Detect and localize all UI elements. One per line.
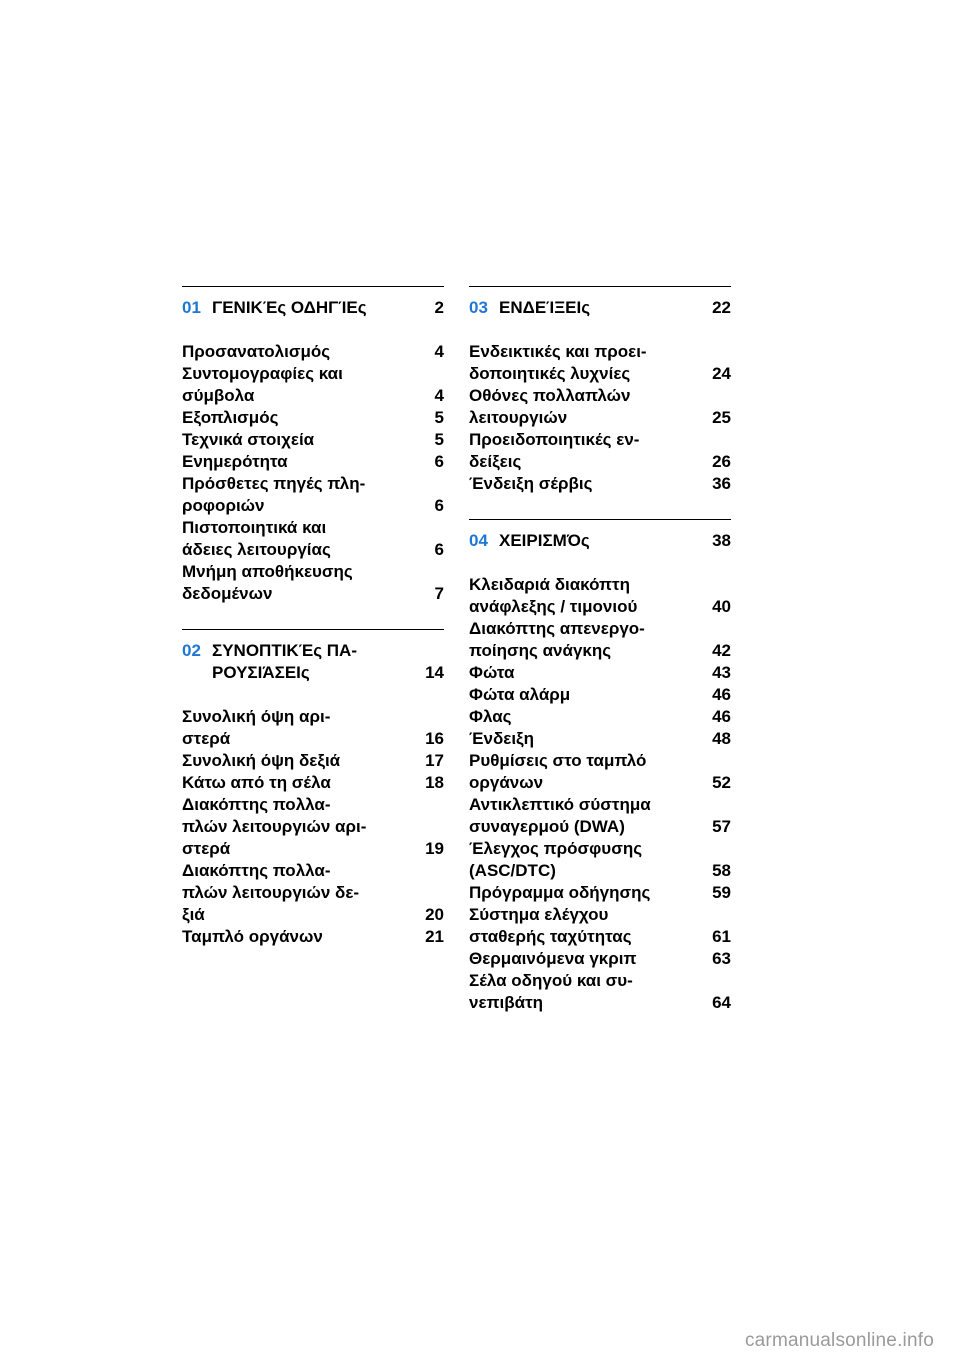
toc-entry[interactable] [469,473,731,495]
section-page-number: 22 [712,298,731,317]
toc-entry-page-number: 20 [425,905,444,924]
toc-entry-page-number: 58 [712,861,731,880]
toc-entry[interactable] [182,772,444,794]
toc-entry-title: Πρόσθετες πηγές πλη- ροφοριών [182,474,366,515]
section-heading[interactable] [182,640,444,684]
toc-entry-title: Συνολική όψη δεξιά [182,751,341,770]
toc-section [182,629,444,948]
toc-entry-page-number: 4 [434,386,444,405]
toc-entry-page-number: 57 [712,817,731,836]
toc-entry-title: Οθόνες πολλαπλών λειτουργιών [469,386,631,427]
toc-entry[interactable] [182,429,444,451]
toc-entry-title: Πιστοποιητικά και άδειες λειτουργίας [182,518,331,559]
section-title: ΣΥΝΟΠΤΙΚΈς ΠΑ- ΡΟΥΣΙΆΣΕΙς [212,641,357,682]
toc-entry-title: Προσανατολισμός [182,342,331,361]
toc-entry[interactable] [469,618,731,662]
toc-entry-page-number: 52 [712,773,731,792]
toc-entry-page-number: 7 [434,584,444,603]
toc-entry[interactable] [469,429,731,473]
toc-entry-page-number: 40 [712,597,731,616]
toc-entry-page-number: 6 [434,540,444,559]
toc-entry-page-number: 18 [425,773,444,792]
toc-entry[interactable] [469,728,731,750]
toc-entry[interactable] [469,838,731,882]
section-number: 03 [469,298,488,317]
toc-entry[interactable] [469,385,731,429]
toc-entry-title: Φλας [469,707,512,726]
toc-entry-page-number: 4 [434,342,444,361]
toc-entry-title: Σέλα οδηγού και συ- νεπιβάτη [469,971,633,1012]
toc-entry-title: Κάτω από τη σέλα [182,773,331,792]
watermark-text: carmanualsonline.info [744,1330,934,1351]
toc-entry-title: Συνολική όψη αρι- στερά [182,707,331,748]
toc-entry-page-number: 6 [434,496,444,515]
toc-entry[interactable] [469,904,731,948]
toc-entry[interactable] [469,794,731,838]
toc-entry-title: Κλειδαριά διακόπτη ανάφλεξης / τιμονιού [469,575,638,616]
toc-entry-title: Σύστημα ελέγχου σταθερής ταχύτητας [469,905,632,946]
toc-entry[interactable] [469,341,731,385]
toc-entry-page-number: 5 [434,408,444,427]
toc-entry[interactable] [469,662,731,684]
toc-entry-page-number: 61 [712,927,731,946]
toc-entry[interactable] [182,451,444,473]
toc-entry[interactable] [182,561,444,605]
toc-entry[interactable] [182,341,444,363]
toc-entry-page-number: 19 [425,839,444,858]
section-page-number: 14 [425,663,444,682]
toc-entry-title: Αντικλεπτικό σύστημα συναγερμού (DWA) [469,795,651,836]
toc-entry-title: Προειδοποιητικές εν- δείξεις [469,430,640,471]
toc-entry-title: Πρόγραμμα οδήγησης [469,883,651,902]
section-number: 04 [469,531,488,550]
toc-entry-page-number: 5 [434,430,444,449]
toc-entry-title: Έλεγχος πρόσφυσης (ASC/DTC) [469,839,643,880]
toc-entry-page-number: 16 [425,729,444,748]
toc-entry[interactable] [469,750,731,794]
toc-section [469,519,731,1014]
toc-entry-page-number: 43 [712,663,731,682]
toc-entry-title: Διακόπτης απενεργο- ποίησης ανάγκης [469,619,645,660]
toc-entry-page-number: 64 [712,993,731,1012]
toc-entry[interactable] [469,706,731,728]
toc-entry-page-number: 6 [434,452,444,471]
toc-entry-title: Θερμαινόμενα γκριπ [469,949,637,968]
toc-entry[interactable] [182,363,444,407]
toc-left-column [182,286,444,948]
section-heading[interactable] [182,297,444,319]
toc-entry-title: Φώτα [469,663,515,682]
toc-entry-page-number: 63 [712,949,731,968]
toc-entry[interactable] [469,882,731,904]
toc-entry[interactable] [182,517,444,561]
toc-entry-page-number: 42 [712,641,731,660]
toc-entry-page-number: 26 [712,452,731,471]
section-number: 02 [182,641,201,660]
toc-entry-page-number: 25 [712,408,731,427]
toc-entry[interactable] [182,750,444,772]
toc-entry[interactable] [182,407,444,429]
toc-entry-title: Ένδειξη [469,729,535,748]
toc-entry-title: Ενημερότητα [182,452,288,471]
toc-entry-page-number: 17 [425,751,444,770]
toc-entry-title: Εξοπλισμός [182,408,279,427]
section-heading[interactable] [469,297,731,319]
toc-entry-title: Διακόπτης πολλα- πλών λειτουργιών αρι- στερά [182,795,367,858]
toc-entry[interactable] [469,970,731,1014]
toc-right-column [469,286,731,1014]
toc-entry-page-number: 36 [712,474,731,493]
toc-entry-title: Ενδεικτικές και προει- δοποιητικές λυχνίες [469,342,647,383]
toc-entry-title: Μνήμη αποθήκευσης δεδομένων [182,562,353,603]
toc-entry[interactable] [182,860,444,926]
toc-entry-title: Ταμπλό οργάνων [182,927,323,946]
toc-entry-title: Διακόπτης πολλα- πλών λειτουργιών δε- ξιά [182,861,360,924]
section-heading[interactable] [469,530,731,552]
section-number: 01 [182,298,201,317]
toc-entry[interactable] [182,706,444,750]
toc-section [182,286,444,605]
section-title: ΧΕΙΡΙΣΜΌς [499,531,590,550]
toc-entry[interactable] [469,948,731,970]
toc-entry-page-number: 48 [712,729,731,748]
toc-entry-title: Φώτα αλάρμ [469,685,571,704]
toc-entry[interactable] [469,574,731,618]
toc-entry-page-number: 59 [712,883,731,902]
toc-entry-page-number: 24 [712,364,731,383]
toc-entry-page-number: 21 [425,927,444,946]
toc-entry-title: Ρυθμίσεις στο ταμπλό οργάνων [469,751,647,792]
toc-entry-title: Ένδειξη σέρβις [469,474,593,493]
toc-entry[interactable] [182,473,444,517]
section-title: ΓΕΝΙΚΈς ΟΔΗΓΊΕς [212,298,367,317]
toc-section [469,286,731,495]
toc-entry[interactable] [469,684,731,706]
section-page-number: 2 [434,298,444,317]
toc-entry-page-number: 46 [712,685,731,704]
toc-entry-title: Συντομογραφίες και σύμβολα [182,364,343,405]
section-title: ΕΝΔΕΊΞΕΙς [499,298,591,317]
toc-entry[interactable] [182,926,444,948]
toc-entry-title: Τεχνικά στοιχεία [182,430,315,449]
toc-entry[interactable] [182,794,444,860]
section-page-number: 38 [712,531,731,550]
toc-entry-page-number: 46 [712,707,731,726]
